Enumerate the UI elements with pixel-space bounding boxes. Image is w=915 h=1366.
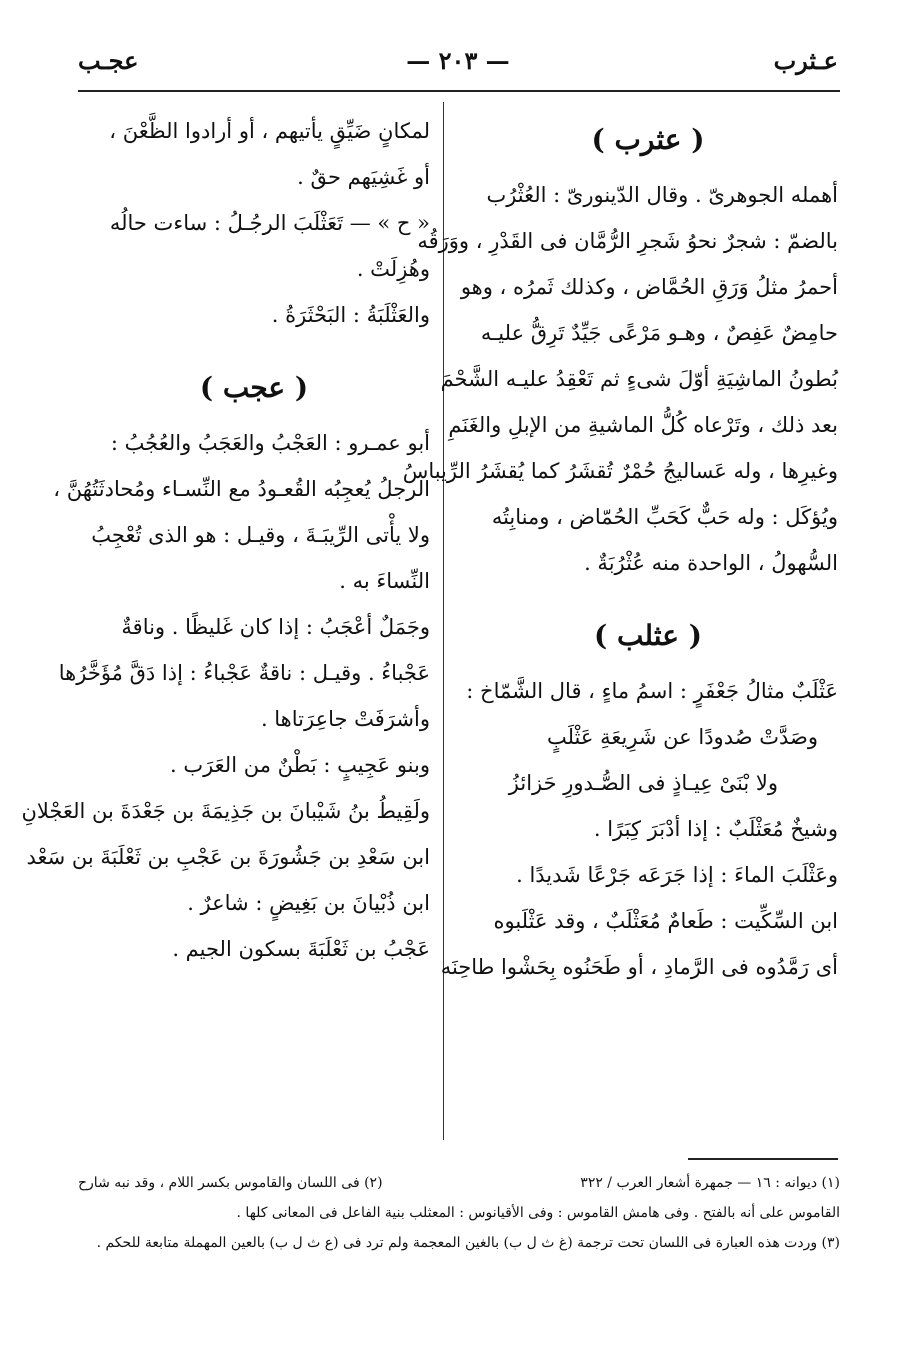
text-line: وبنو عَجِيبٍ : بَطْنٌ من العَرَب . — [169, 753, 430, 777]
text-line: وأشرَفَتْ جاعِرَتاها . — [260, 707, 430, 731]
footnote-2: (٢) فى اللسان والقاموس بكسر اللام ، وقد نبه شارح — [78, 1175, 383, 1191]
header-left-root: عجـب — [78, 46, 139, 75]
text-line: ولا يأْتى الرِّيبَـةَ ، وقيـل : هو الذى تُعْجِبُ — [91, 523, 430, 547]
text-line: وغيرِها ، وله عَساليجُ حُمْرٌ تُقشَرُ كما يُقشَرُ الرِّيباسُ — [402, 459, 838, 483]
text-line: النِّساءَ به . — [339, 569, 430, 593]
footnote-1: (١) ديوانه : ١٦ — جمهرة أشعار العرب / ٣٢٢ — [580, 1175, 840, 1191]
footnote-2-continued: القاموس على أنه بالفتح . وفى هامش القاموس : وفى الأقيانوس : المعثلب بنية الفاعل فى المعانى كلها . — [236, 1205, 840, 1221]
text-line: عَثْلَبٌ مثالُ جَعْفَرٍ : اسمُ ماءٍ ، قال الشَّمّاخ : — [466, 679, 838, 703]
entry-heading-ajab: ( عجب ) — [199, 371, 309, 404]
text-line: ويُؤكَل : وله حَبٌّ كَحَبِّ الحُمّاض ، ومنابِتُه — [491, 505, 838, 529]
text-line: ابن سَعْدِ بن جَشُورَةَ بن عَجْبِ بن ثَعْلَبَةَ بن سَعْد — [26, 845, 430, 869]
page-number: — ٢٠٣ — — [406, 46, 510, 75]
text-line: ابن السِّكِّيت : طَعامٌ مُعَثْلَبٌ ، وقد عَثْلَبوه — [493, 909, 838, 933]
text-line: عَجْباءُ . وقيـل : ناقةٌ عَجْباءُ : إذا دَقَّ مُؤَخَّرُها — [58, 661, 430, 685]
footnote-rule — [688, 1158, 838, 1160]
footnote-3: (٣) وردت هذه العبارة فى اللسان تحت ترجمة (غ ث ل ب) بالغين المعجمة ولم ترد فى (ع ث ل ب) بالعين المهملة متابعة للحكم . — [96, 1235, 840, 1251]
text-line: حامِضٌ عَفِصٌ ، وهـو مَرْعًى جَيِّدٌ تَرِقُّ عليـه — [480, 321, 838, 345]
footnotes — [78, 1168, 840, 1258]
text-line: أحمرُ مثلُ وَرَقِ الحُمَّاض ، وكذلك ثَمرُه ، وهو — [460, 275, 838, 299]
footnote-line — [78, 1168, 840, 1198]
text-line: وهُزِلَتْ . — [356, 257, 430, 281]
text-line: « ح » — تَعَثْلَبَ الرجُـلُ : ساءت حالُه — [109, 211, 430, 235]
text-line: بالضمّ : شجرٌ نحوُ شَجرِ الرُّمَّان فى القَدْرِ ، ووَرَقُه — [417, 229, 838, 253]
text-line: وعَثْلَبَ الماءَ : إذا جَرَعَه جَرْعًا شَديدًا . — [516, 863, 838, 887]
text-line: أى رَمَّدُوه فى الرَّمادِ ، أو طَحَنُوه بِحَشْوا طاحِنَه — [440, 955, 838, 979]
text-line: أهمله الجوهرىّ . وقال الدّينورىّ : العُثْرُب — [486, 183, 838, 207]
page-header — [78, 40, 838, 80]
header-rule — [78, 90, 840, 92]
verse-line: وصَدَّتْ صُدودًا عن شَرِيعَةِ عَثْلَبٍ — [546, 725, 818, 749]
right-column — [402, 108, 838, 990]
text-line: أو غَشِيَهم حقٌ . — [297, 165, 430, 189]
text-line: ابن ذُبْيانَ بن بَغِيضٍ : شاعرٌ . — [187, 891, 430, 915]
text-line: لمكانٍ ضَيِّقٍ يأتيهم ، أو أرادوا الظَّعْنَ ، — [109, 119, 430, 143]
spacer — [458, 586, 838, 604]
text-line: بُطونُ الماشِيَةِ أوّلَ شىءٍ ثم تَعْقِدُ عليـه الشَّحْمَ — [440, 367, 838, 391]
left-column — [21, 108, 430, 972]
header-right-root: عـثرب — [773, 46, 838, 75]
text-line: ولَقِيطُ بنُ شَيْبانَ بن جَذِيمَةَ بن جَعْدَةَ بن العَجْلانِ — [21, 799, 430, 823]
text-line: وجَمَلٌ أعْجَبُ : إذا كان غَليظًا . وناقةٌ — [121, 615, 430, 639]
verse-line: ولا بْنَىْ عِيـاذٍ فى الصُّـدورِ حَزائزُ — [508, 771, 778, 795]
text-line: الرجلُ يُعجِبُه القُعـودُ مع النِّسـاء ومُحادثَتُهُنَّ ، — [53, 477, 430, 501]
text-line: أبو عمـرو : العَجْبُ والعَجَبُ والعُجُبُ : — [110, 431, 430, 455]
spacer — [78, 338, 430, 356]
text-line: عَجْبُ بن ثَعْلَبَةَ بسكون الجيم . — [172, 937, 430, 961]
entry-heading-athlab: ( عثلب ) — [594, 619, 702, 652]
text-line: بعد ذلك ، وتَرْعاه كُلُّ الماشيةِ من الإبلِ والغَنَمِ — [448, 413, 838, 437]
text-line: والعَثْلَبَةُ : البَحْثَرَةُ . — [271, 303, 430, 327]
text-line: السُّهولُ ، الواحدة منه عُثْرُبَةٌ . — [584, 551, 838, 575]
entry-heading-athrab: ( عثرب ) — [591, 123, 705, 156]
text-line: وشيخٌ مُعَثْلَبٌ : إذا أدْبَرَ كِبَرًا . — [593, 817, 838, 841]
